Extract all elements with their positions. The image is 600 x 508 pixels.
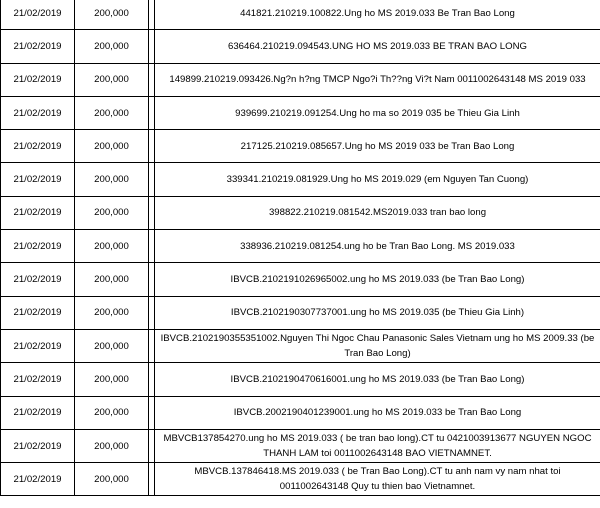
date-cell: 21/02/2019 xyxy=(1,0,75,30)
table-row xyxy=(1,329,600,362)
amount-cell: 200,000 xyxy=(75,296,149,329)
amount-cell: 200,000 xyxy=(75,96,149,129)
amount-cell: 200,000 xyxy=(75,429,149,462)
date-cell: 21/02/2019 xyxy=(1,429,75,462)
amount-cell: 200,000 xyxy=(75,263,149,296)
table-row xyxy=(1,363,600,396)
description-cell: 338936.210219.081254.ung ho be Tran Bao Long. MS 2019.033 xyxy=(155,230,600,263)
table-row xyxy=(1,429,600,462)
amount-cell: 200,000 xyxy=(75,230,149,263)
table-row xyxy=(1,230,600,263)
amount-cell: 200,000 xyxy=(75,0,149,30)
amount-cell: 200,000 xyxy=(75,463,149,496)
description-cell: 441821.210219.100822.Ung ho MS 2019.033 Be Tran Bao Long xyxy=(155,0,600,30)
table-row xyxy=(1,130,600,163)
description-cell: 398822.210219.081542.MS2019.033 tran bao long xyxy=(155,196,600,229)
description-cell: IBVCB.2102190470616001.ung ho MS 2019.033 (be Tran Bao Long) xyxy=(155,363,600,396)
table-row xyxy=(1,30,600,63)
date-cell: 21/02/2019 xyxy=(1,63,75,96)
date-cell: 21/02/2019 xyxy=(1,463,75,496)
date-cell: 21/02/2019 xyxy=(1,196,75,229)
description-cell: IBVCB.2102191026965002.ung ho MS 2019.033 (be Tran Bao Long) xyxy=(155,263,600,296)
table-row xyxy=(1,163,600,196)
description-cell: 339341.210219.081929.Ung ho MS 2019.029 (em Nguyen Tan Cuong) xyxy=(155,163,600,196)
amount-cell: 200,000 xyxy=(75,130,149,163)
amount-cell: 200,000 xyxy=(75,163,149,196)
date-cell: 21/02/2019 xyxy=(1,396,75,429)
description-cell: 149899.210219.093426.Ng?n h?ng TMCP Ngo?i Th??ng Vi?t Nam 0011002643148 MS 2019 033 xyxy=(155,63,600,96)
amount-cell: 200,000 xyxy=(75,363,149,396)
date-cell: 21/02/2019 xyxy=(1,263,75,296)
description-cell: IBVCB.2102190307737001.ung ho MS 2019.035 (be Thieu Gia Linh) xyxy=(155,296,600,329)
table-row xyxy=(1,296,600,329)
table-row xyxy=(1,63,600,96)
amount-cell: 200,000 xyxy=(75,329,149,362)
table-row xyxy=(1,0,600,30)
description-cell: 217125.210219.085657.Ung ho MS 2019 033 be Tran Bao Long xyxy=(155,130,600,163)
table-row xyxy=(1,196,600,229)
amount-cell: 200,000 xyxy=(75,63,149,96)
date-cell: 21/02/2019 xyxy=(1,96,75,129)
date-cell: 21/02/2019 xyxy=(1,363,75,396)
date-cell: 21/02/2019 xyxy=(1,30,75,63)
description-cell: IBVCB.2102190355351002.Nguyen Thi Ngoc Chau Panasonic Sales Vietnam ung ho MS 2009.33 (be Tran Bao Long) xyxy=(155,329,600,362)
date-cell: 21/02/2019 xyxy=(1,163,75,196)
description-cell: MBVCB137854270.ung ho MS 2019.033 ( be tran bao long).CT tu 0421003913677 NGUYEN NGOC THANH LAM toi 0011002643148 BAO VIETNAMNET. xyxy=(155,429,600,462)
table-row xyxy=(1,263,600,296)
date-cell: 21/02/2019 xyxy=(1,296,75,329)
table-row xyxy=(1,96,600,129)
transactions-body xyxy=(1,0,600,496)
amount-cell: 200,000 xyxy=(75,196,149,229)
amount-cell: 200,000 xyxy=(75,30,149,63)
description-cell: 939699.210219.091254.Ung ho ma so 2019 035 be Thieu Gia Linh xyxy=(155,96,600,129)
amount-cell: 200,000 xyxy=(75,396,149,429)
description-cell: IBVCB.2002190401239001.ung ho MS 2019.033 be Tran Bao Long xyxy=(155,396,600,429)
date-cell: 21/02/2019 xyxy=(1,329,75,362)
date-cell: 21/02/2019 xyxy=(1,130,75,163)
table-row xyxy=(1,396,600,429)
description-cell: 636464.210219.094543.UNG HO MS 2019.033 BE TRAN BAO LONG xyxy=(155,30,600,63)
description-cell: MBVCB.137846418.MS 2019.033 ( be Tran Bao Long).CT tu anh nam vy nam nhat toi 0011002643148 Quy tu thien bao Vietnamnet. xyxy=(155,463,600,496)
table-row xyxy=(1,463,600,496)
date-cell: 21/02/2019 xyxy=(1,230,75,263)
